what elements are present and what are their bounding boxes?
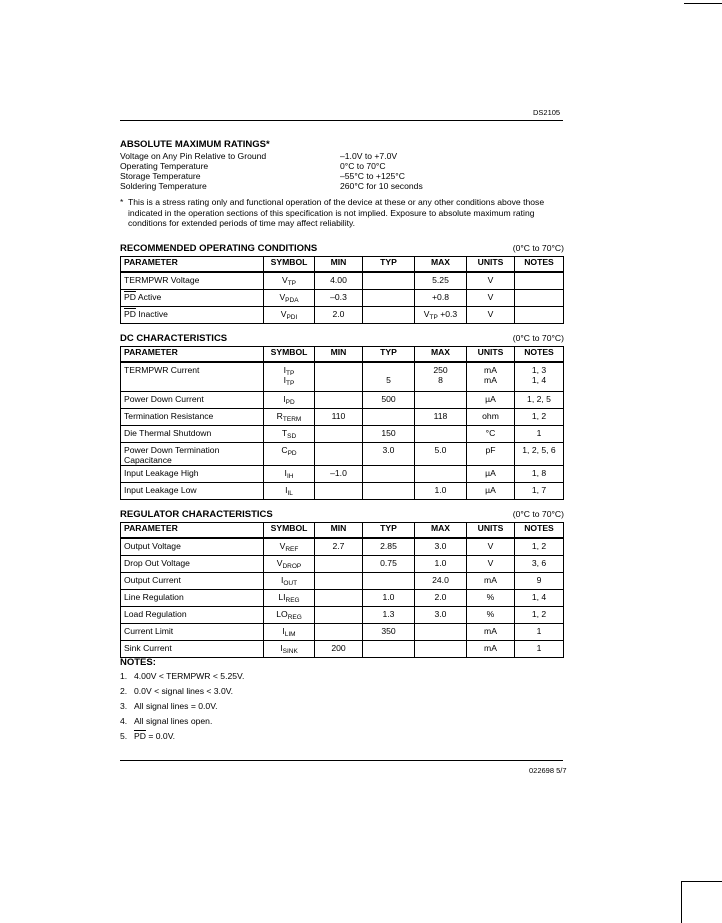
units-cell: V [467, 272, 515, 290]
amr-value: –55°C to +125°C [340, 171, 405, 181]
max-cell [415, 624, 467, 641]
column-header: NOTES [515, 523, 564, 539]
min-cell [315, 483, 363, 500]
symbol-cell: $V_{TP}$ [264, 272, 315, 290]
max-cell [415, 641, 467, 658]
table-row [121, 538, 564, 556]
symbol-cell: $I_{IL}$ [264, 483, 315, 500]
crop-mark-bottom-right [681, 881, 722, 923]
param-cell: Termination Resistance [121, 409, 264, 426]
max-cell: 24.0 [415, 573, 467, 590]
units-cell: µA [467, 466, 515, 483]
units-cell: mA [467, 624, 515, 641]
max-cell: 3.0 [415, 607, 467, 624]
param-cell: $\overline{PD}$ Active [121, 290, 264, 307]
notes-cell: 1, 7 [515, 483, 564, 500]
column-header: SYMBOL [264, 347, 315, 363]
note-item: 1. 4.00V < TERMPWR < 5.25V. [120, 671, 245, 681]
column-header: TYP [363, 257, 415, 273]
symbol-cell: $I_{LIM}$ [264, 624, 315, 641]
notes-cell: 9 [515, 573, 564, 590]
typ-cell [363, 641, 415, 658]
param-cell: Load Regulation [121, 607, 264, 624]
notes-cell: 1, 2, 5 [515, 392, 564, 409]
units-cell: % [467, 590, 515, 607]
dc-title: DC CHARACTERISTICS [120, 333, 228, 344]
amr-label: Voltage on Any Pin Relative to Ground [120, 151, 267, 161]
units-cell: V [467, 307, 515, 324]
footnote-text: This is a stress rating only and functional operation of the device at these or any other conditions above those indicated in the operation sections of this specification is not implied. Exposure to absolute maximum rating conditions for extended periods of time may affect reliability. [128, 197, 545, 228]
typ-cell: 1.0 [363, 590, 415, 607]
table-row [121, 607, 564, 624]
amr-label: Soldering Temperature [120, 181, 207, 191]
table-row [121, 466, 564, 483]
typ-cell: 150 [363, 426, 415, 443]
units-cell: pF [467, 443, 515, 466]
typ-cell: 1.3 [363, 607, 415, 624]
amr-value: 260°C for 10 seconds [340, 181, 423, 191]
min-cell: –0.3 [315, 290, 363, 307]
notes-cell [515, 272, 564, 290]
typ-cell: 2.85 [363, 538, 415, 556]
symbol-cell: $V_{DROP}$ [264, 556, 315, 573]
table-row [121, 624, 564, 641]
units-cell: V [467, 556, 515, 573]
reg-title: REGULATOR CHARACTERISTICS [120, 509, 273, 520]
param-cell: Drop Out Voltage [121, 556, 264, 573]
roc-range: (0°C to 70°C) [512, 243, 564, 253]
symbol-cell: $C_{PD}$ [264, 443, 315, 466]
roc-title: RECOMMENDED OPERATING CONDITIONS [120, 243, 318, 254]
table-row [121, 641, 564, 658]
table-header-row [121, 257, 564, 273]
param-cell: Die Thermal Shutdown [121, 426, 264, 443]
min-cell: 2.7 [315, 538, 363, 556]
param-cell: Input Leakage Low [121, 483, 264, 500]
min-cell: –1.0 [315, 466, 363, 483]
param-cell: Power Down Current [121, 392, 264, 409]
param-cell: $\overline{PD}$ Inactive [121, 307, 264, 324]
note-item: 2. 0.0V < signal lines < 3.0V. [120, 686, 234, 696]
column-header: SYMBOL [264, 523, 315, 539]
notes-cell: 1, 3 1, 4 [515, 362, 564, 392]
typ-cell: 500 [363, 392, 415, 409]
table-row [121, 573, 564, 590]
max-cell: 5.25 [415, 272, 467, 290]
typ-cell [363, 307, 415, 324]
symbol-cell: $LI_{REG}$ [264, 590, 315, 607]
column-header: NOTES [515, 257, 564, 273]
notes-cell: 1 [515, 624, 564, 641]
amr-title: ABSOLUTE MAXIMUM RATINGS* [120, 139, 270, 150]
min-cell [315, 362, 363, 392]
column-header: NOTES [515, 347, 564, 363]
notes-cell: 1 [515, 426, 564, 443]
column-header: PARAMETER [121, 257, 264, 273]
param-cell: Power Down Termination Capacitance [121, 443, 264, 466]
table-row [121, 290, 564, 307]
param-cell: TERMPWR Current [121, 362, 264, 392]
amr-footnote [120, 197, 566, 229]
symbol-cell: $I_{TP}$ $I_{TP}$ [264, 362, 315, 392]
symbol-cell: $V_{PDA}$ [264, 290, 315, 307]
table-row [121, 556, 564, 573]
column-header: TYP [363, 347, 415, 363]
symbol-cell: $I_{OUT}$ [264, 573, 315, 590]
symbol-cell: $I_{PD}$ [264, 392, 315, 409]
table-row [121, 426, 564, 443]
footer-id: 022698 5/7 [529, 766, 567, 775]
column-header: PARAMETER [121, 347, 264, 363]
note-item: 4. All signal lines open. [120, 716, 213, 726]
min-cell [315, 590, 363, 607]
dc-range: (0°C to 70°C) [512, 333, 564, 343]
param-cell: Sink Current [121, 641, 264, 658]
table-row [121, 443, 564, 466]
amr-row [120, 161, 563, 171]
max-cell [415, 392, 467, 409]
reg-table [120, 522, 564, 658]
table-row [121, 362, 564, 392]
typ-cell [363, 409, 415, 426]
column-header: UNITS [467, 257, 515, 273]
footnote-mark: * [120, 197, 124, 207]
table-row [121, 272, 564, 290]
notes-cell: 1, 2 [515, 409, 564, 426]
symbol-cell: $LO_{REG}$ [264, 607, 315, 624]
units-cell: % [467, 607, 515, 624]
units-cell: mA [467, 641, 515, 658]
amr-label: Operating Temperature [120, 161, 209, 171]
notes-cell: 1 [515, 641, 564, 658]
param-cell: Output Voltage [121, 538, 264, 556]
column-header: MIN [315, 523, 363, 539]
column-header: MAX [415, 347, 467, 363]
max-cell [415, 426, 467, 443]
note-item: 3. All signal lines = 0.0V. [120, 701, 218, 711]
min-cell [315, 392, 363, 409]
max-cell: 5.0 [415, 443, 467, 466]
header-rule [120, 120, 563, 121]
column-header: SYMBOL [264, 257, 315, 273]
max-cell [415, 466, 467, 483]
amr-row [120, 181, 563, 191]
max-cell: 118 [415, 409, 467, 426]
table-row [121, 483, 564, 500]
units-cell: µA [467, 483, 515, 500]
param-cell: Line Regulation [121, 590, 264, 607]
min-cell [315, 426, 363, 443]
column-header: MAX [415, 523, 467, 539]
document-id: DS2105 [533, 108, 561, 117]
param-cell: Input Leakage High [121, 466, 264, 483]
notes-cell: 1, 2 [515, 538, 564, 556]
typ-cell [363, 483, 415, 500]
symbol-cell: $V_{PDI}$ [264, 307, 315, 324]
typ-cell [363, 272, 415, 290]
column-header: MIN [315, 347, 363, 363]
amr-row [120, 151, 563, 161]
param-cell: Current Limit [121, 624, 264, 641]
column-header: PARAMETER [121, 523, 264, 539]
max-cell: 2.0 [415, 590, 467, 607]
column-header: MAX [415, 257, 467, 273]
table-row [121, 392, 564, 409]
note-item: 5. $\overline{PD} = 0.0V$. [120, 731, 176, 741]
min-cell [315, 624, 363, 641]
typ-cell: 350 [363, 624, 415, 641]
max-cell: 1.0 [415, 483, 467, 500]
param-cell: TERMPWR Voltage [121, 272, 264, 290]
notes-cell [515, 307, 564, 324]
units-cell: µA [467, 392, 515, 409]
typ-cell [363, 466, 415, 483]
table-header-row [121, 347, 564, 363]
table-row [121, 590, 564, 607]
typ-cell: 0.75 [363, 556, 415, 573]
column-header: UNITS [467, 523, 515, 539]
notes-cell: 3, 6 [515, 556, 564, 573]
notes-cell [515, 290, 564, 307]
units-cell: ohm [467, 409, 515, 426]
symbol-cell: $V_{REF}$ [264, 538, 315, 556]
column-header: UNITS [467, 347, 515, 363]
column-header: TYP [363, 523, 415, 539]
notes-cell: 1, 8 [515, 466, 564, 483]
amr-value: –1.0V to +7.0V [340, 151, 398, 161]
notes-title: NOTES: [120, 657, 156, 668]
dc-table [120, 346, 564, 500]
min-cell: 2.0 [315, 307, 363, 324]
notes-cell: 1, 2 [515, 607, 564, 624]
typ-cell: 3.0 [363, 443, 415, 466]
notes-cell: 1, 4 [515, 590, 564, 607]
units-cell: mA [467, 573, 515, 590]
table-row [121, 307, 564, 324]
reg-range: (0°C to 70°C) [512, 509, 564, 519]
min-cell: 4.00 [315, 272, 363, 290]
min-cell [315, 607, 363, 624]
units-cell: V [467, 538, 515, 556]
symbol-cell: $R_{TERM}$ [264, 409, 315, 426]
amr-row [120, 171, 563, 181]
typ-cell [363, 290, 415, 307]
min-cell [315, 556, 363, 573]
amr-label: Storage Temperature [120, 171, 201, 181]
typ-cell: 5 [363, 362, 415, 392]
param-cell: Output Current [121, 573, 264, 590]
column-header: MIN [315, 257, 363, 273]
max-cell: 3.0 [415, 538, 467, 556]
symbol-cell: $T_{SD}$ [264, 426, 315, 443]
amr-value: 0°C to 70°C [340, 161, 386, 171]
notes-cell: 1, 2, 5, 6 [515, 443, 564, 466]
units-cell: mA mA [467, 362, 515, 392]
footer-rule [120, 760, 563, 761]
min-cell: 110 [315, 409, 363, 426]
typ-cell [363, 573, 415, 590]
min-cell [315, 573, 363, 590]
units-cell: °C [467, 426, 515, 443]
max-cell: 250 8 [415, 362, 467, 392]
min-cell [315, 443, 363, 466]
min-cell: 200 [315, 641, 363, 658]
table-row [121, 409, 564, 426]
table-header-row [121, 523, 564, 539]
max-cell: $V_{TP} +0.3$ [415, 307, 467, 324]
roc-table [120, 256, 564, 324]
symbol-cell: $I_{SINK}$ [264, 641, 315, 658]
max-cell: 1.0 [415, 556, 467, 573]
crop-mark-top-right [684, 0, 722, 4]
symbol-cell: $I_{IH}$ [264, 466, 315, 483]
max-cell: +0.8 [415, 290, 467, 307]
units-cell: V [467, 290, 515, 307]
